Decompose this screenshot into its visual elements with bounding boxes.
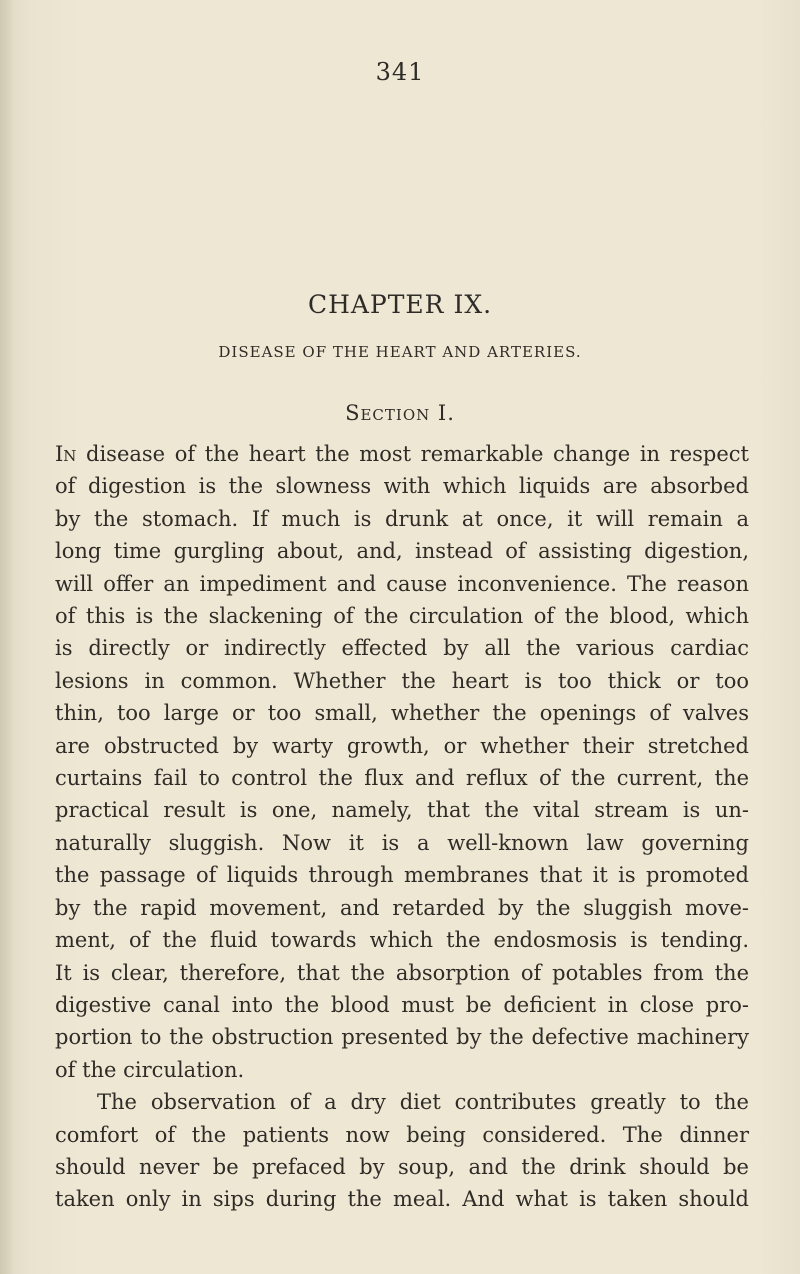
text-line: portion to the obstruction presented by the defective machinery	[55, 1025, 749, 1050]
text-line: are obstructed by warty growth, or whether their stretched	[55, 733, 749, 758]
text-line: long time gurgling about, and, instead of assisting digestion,	[55, 539, 749, 564]
text-line: of digestion is the slowness with which liquids are absorbed	[55, 474, 749, 499]
text-line: In disease of the heart the most remarkable change in respect	[55, 442, 749, 466]
text-line: will offer an impediment and cause inconvenience. The reason	[55, 571, 749, 596]
text-line: curtains fail to control the flux and reflux of the current, the	[55, 766, 749, 791]
text-line: should never be prefaced by soup, and the drink should be	[55, 1154, 749, 1179]
text-line: of the circulation.	[55, 1057, 245, 1082]
text-line: the passage of liquids through membranes that it is promoted	[55, 863, 749, 888]
text-line: taken only in sips during the meal. And what is taken should	[55, 1187, 749, 1212]
chapter-title: CHAPTER IX.	[307, 290, 493, 319]
body-text	[55, 438, 749, 1216]
text-line: naturally sluggish. Now it is a well-known law governing	[55, 830, 749, 855]
text-line: ment, of the fluid towards which the endosmosis is tending.	[55, 928, 749, 953]
drop-word: In	[55, 442, 77, 466]
text-line: The observation of a dry diet contributes greatly to the	[97, 1090, 749, 1115]
text-line: digestive canal into the blood must be deficient in close pro-	[55, 992, 749, 1017]
section-title: Section I.	[345, 401, 455, 425]
text-line: It is clear, therefore, that the absorption of potables from the	[55, 960, 749, 985]
spine-shadow	[0, 0, 14, 1274]
text-line: comfort of the patients now being considered. The dinner	[55, 1122, 749, 1147]
text-line: by the rapid movement, and retarded by the sluggish move-	[55, 895, 749, 920]
text-line: thin, too large or too small, whether the openings of valves	[55, 701, 749, 726]
text-line: is directly or indirectly effected by all the various cardiac	[55, 636, 749, 661]
text-line: practical result is one, namely, that the vital stream is un-	[55, 798, 749, 823]
text-line: of this is the slackening of the circulation of the blood, which	[55, 604, 749, 629]
text-line: by the stomach. If much is drunk at once, it will remain a	[55, 506, 749, 531]
chapter-subtitle: DISEASE OF THE HEART AND ARTERIES.	[218, 343, 582, 361]
text-line: lesions in common. Whether the heart is too thick or too	[55, 668, 749, 693]
page-number: 341	[375, 58, 425, 86]
